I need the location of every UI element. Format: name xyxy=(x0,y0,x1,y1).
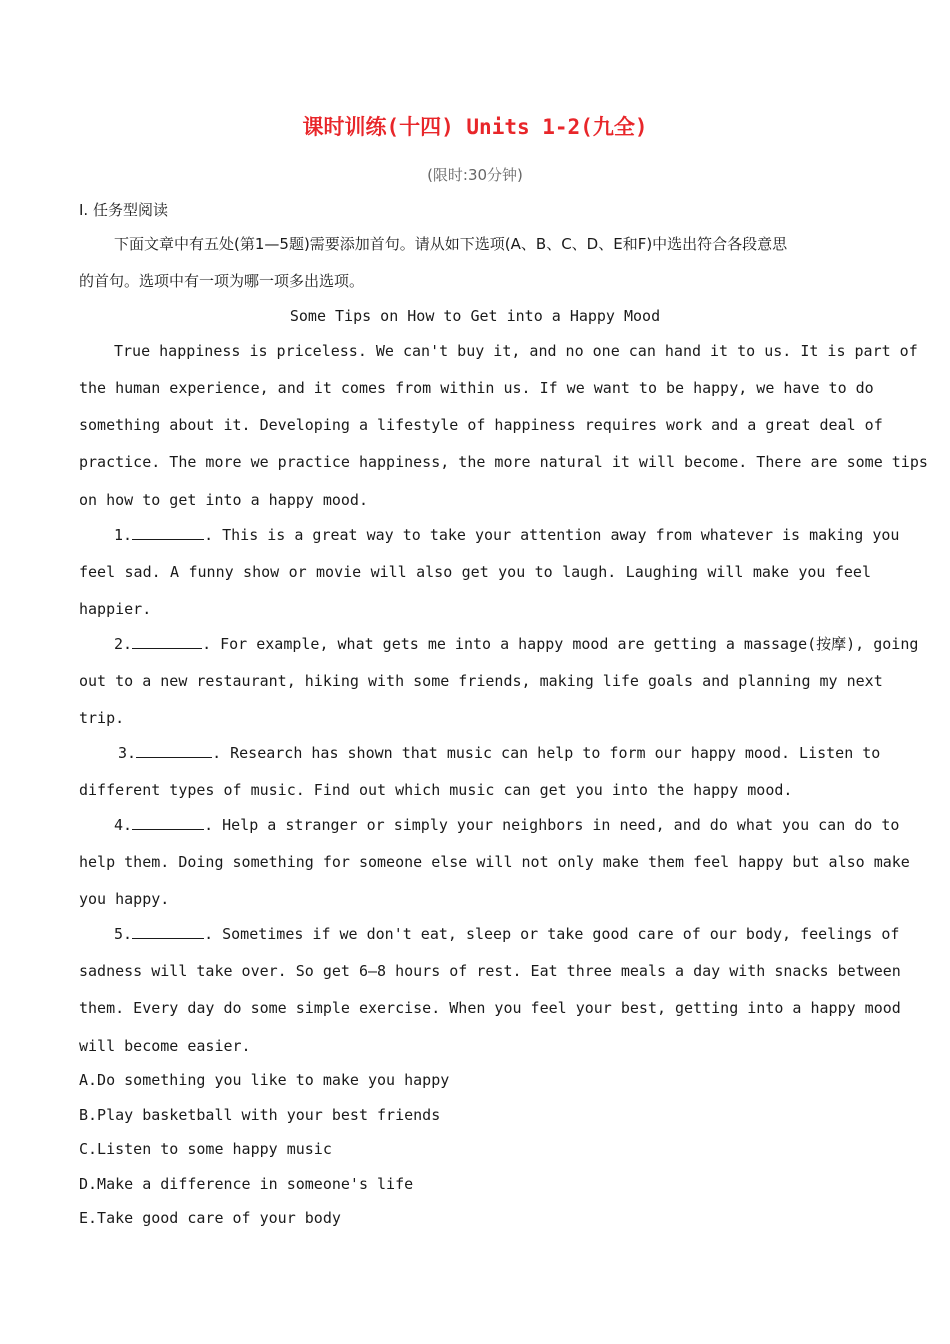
answer-blank-4[interactable] xyxy=(132,814,204,830)
time-limit: (限时:30分钟) xyxy=(427,166,523,184)
passage-title: Some Tips on How to Get into a Happy Mood xyxy=(289,307,661,325)
item-3-first-line xyxy=(118,742,881,764)
intro-line: the human experience, and it comes from within us. If we want to be happy, we have to do xyxy=(79,379,874,397)
answer-blank-2[interactable] xyxy=(132,633,202,649)
answer-blank-5[interactable] xyxy=(132,923,204,939)
item-text: . This is a great way to take your attention away from whatever is making you xyxy=(204,526,900,544)
intro-line: practice. The more we practice happiness, the more natural it will become. There are some tips xyxy=(79,453,928,471)
intro-line: on how to get into a happy mood. xyxy=(79,491,368,509)
item-line: different types of music. Find out which music can get you into the happy mood. xyxy=(79,781,793,799)
option-d: D.Make a difference in someone's life xyxy=(79,1175,414,1193)
option-e: E.Take good care of your body xyxy=(79,1209,341,1227)
answer-blank-1[interactable] xyxy=(132,524,204,540)
item-number: 1. xyxy=(114,526,133,544)
item-number: 2. xyxy=(114,635,133,653)
item-text: . Sometimes if we don't eat, sleep or take good care of our body, feelings of xyxy=(204,925,900,943)
item-line: trip. xyxy=(79,709,125,727)
answer-blank-3[interactable] xyxy=(136,742,212,758)
item-line: them. Every day do some simple exercise. When you feel your best, getting into a happy mood xyxy=(79,999,901,1017)
instructions-line-2: 的首句。选项中有一项为哪一项多出选项。 xyxy=(79,272,365,290)
option-c: C.Listen to some happy music xyxy=(79,1140,332,1158)
item-line: feel sad. A funny show or movie will also get you to laugh. Laughing will make you feel xyxy=(79,563,871,581)
item-number: 3. xyxy=(118,744,137,762)
instructions-line-1: 下面文章中有五处(第1—5题)需要添加首句。请从如下选项(A、B、C、D、E和F)中选出符合各段意思 xyxy=(114,235,788,253)
section-heading: Ⅰ. 任务型阅读 xyxy=(79,201,168,219)
option-b: B.Play basketball with your best friends xyxy=(79,1106,441,1124)
page-title: 课时训练(十四) Units 1-2(九全) xyxy=(302,115,648,139)
item-1-first-line xyxy=(114,524,900,546)
item-number: 4. xyxy=(114,816,133,834)
item-text: . For example, what gets me into a happy mood are getting a massage(按摩), going xyxy=(202,635,919,653)
item-number: 5. xyxy=(114,925,133,943)
item-line: you happy. xyxy=(79,890,170,908)
intro-line: True happiness is priceless. We can't buy it, and no one can hand it to us. It is part of xyxy=(114,342,918,360)
item-line: out to a new restaurant, hiking with some friends, making life goals and planning my next xyxy=(79,672,883,690)
item-line: sadness will take over. So get 6—8 hours of rest. Eat three meals a day with snacks between xyxy=(79,962,901,980)
option-a: A.Do something you like to make you happy xyxy=(79,1071,450,1089)
item-5-first-line xyxy=(114,923,900,945)
item-text: . Research has shown that music can help to form our happy mood. Listen to xyxy=(212,744,881,762)
item-4-first-line xyxy=(114,814,900,836)
item-text: . Help a stranger or simply your neighbors in need, and do what you can do to xyxy=(204,816,900,834)
intro-line: something about it. Developing a lifestyle of happiness requires work and a great deal of xyxy=(79,416,883,434)
item-line: will become easier. xyxy=(79,1037,251,1055)
item-2-first-line xyxy=(114,633,919,655)
item-line: help them. Doing something for someone else will not only make them feel happy but also make xyxy=(79,853,910,871)
item-line: happier. xyxy=(79,600,152,618)
